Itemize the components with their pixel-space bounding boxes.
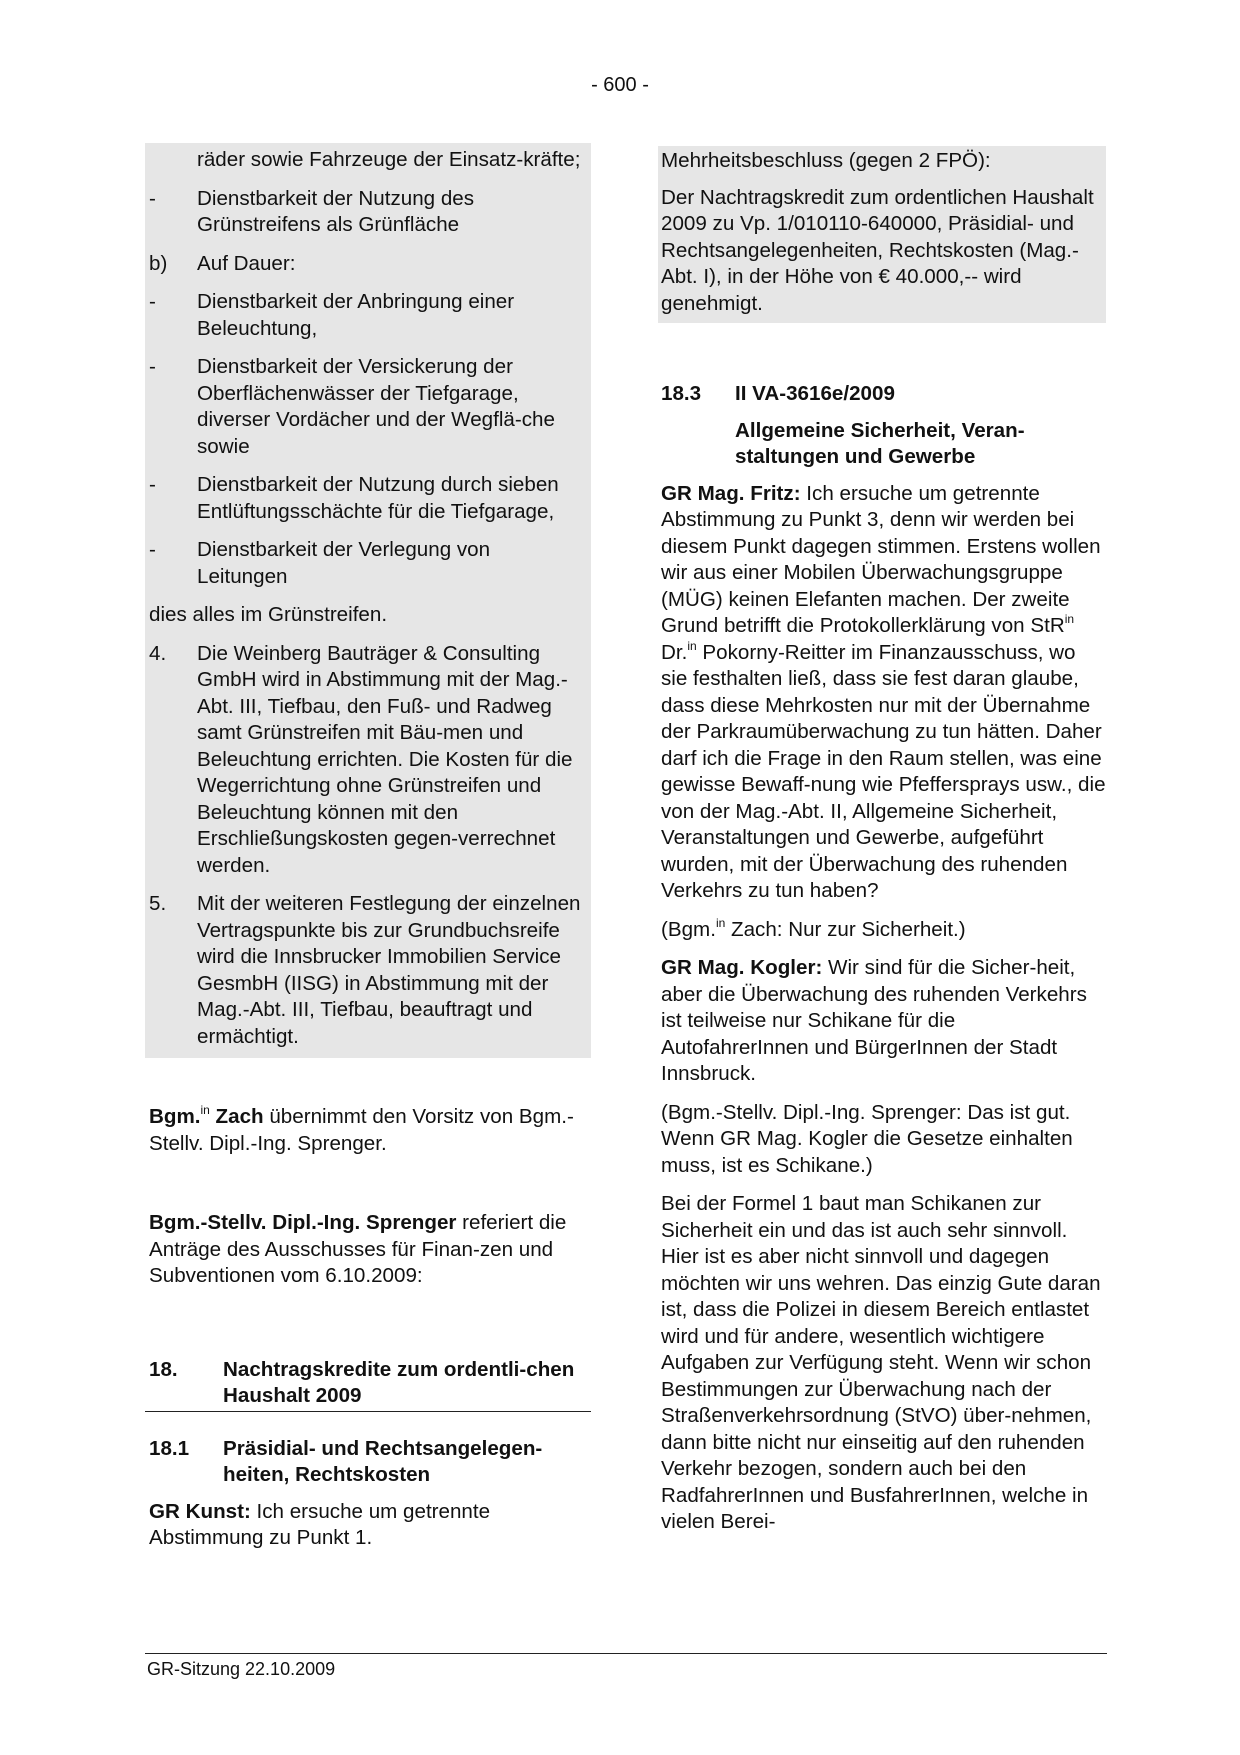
paragraph-text: Zach: Nur zur Sicherheit.) [725,917,966,941]
report-paragraph [145,1210,591,1290]
paragraph-text: Ich ersuche um getrennte Abstimmung zu Punkt 3, denn wir werden bei diesem Punkt dagegen stimmen. Erstens wollen wir aus einer Mobilen Überwachungsgruppe (MÜG) keinen Elefanten machen. Der zweite Grund betrifft die Protokollerklärung von StR [661,481,1101,637]
left-column [145,143,591,1552]
superscript: in [1064,612,1075,626]
list-marker: - [149,538,156,561]
section-subtitle: Allgemeine Sicherheit, Veran-staltungen und Gewerbe [735,418,1025,468]
interjection-paragraph: (Bgm.-Stellv. Dipl.-Ing. Sprenger: Das ist gut. Wenn GR Mag. Kogler die Gesetze einhalten muss, ist es Schikane.) [661,1100,1073,1177]
list-marker: - [149,355,156,378]
right-column [658,146,1106,1536]
list-item [149,537,585,590]
paragraph-text: Ich ersuche um getrennte Abstimmung zu Punkt 1. [149,1499,491,1549]
list-text: Dienstbarkeit der Anbringung einer Beleuchtung, [197,290,515,340]
superscript: in [687,638,697,653]
list-item [149,641,585,880]
paragraph-text: übernimmt den Vorsitz von Bgm.-Stellv. Dipl.-Ing. Sprenger. [149,1105,574,1155]
chair-change-paragraph [145,1104,591,1157]
page-number: - 600 - [591,74,649,96]
list-closing: dies alles im Grünstreifen. [149,603,388,626]
section-number: 18. [149,1357,178,1381]
list-item [149,289,585,342]
list-continuation: räder sowie Fahrzeuge der Einsatz-kräfte; [197,148,581,171]
list-marker: - [149,290,156,313]
list-text: Dienstbarkeit der Verlegung von Leitungen [197,538,491,588]
list-marker: - [149,473,156,496]
speech-paragraph [658,955,1106,1088]
list-marker: - [149,186,156,210]
section-heading-18-3 [658,381,1106,408]
resolution-line: Mehrheitsbeschluss (gegen 2 FPÖ): [661,149,991,172]
speech-paragraph [145,1499,591,1552]
list-text: Mit der weiteren Festlegung der einzelnen Vertragspunkte bis zur Grundbuchsreife wird die Innsbrucker Immobilien Service GesmbH (IISG) in Abstimmung mit der Mag.-Abt. III, Tiefbau, beauftragt und ermächtigt. [197,892,581,1048]
resolution-box [658,146,1106,323]
speaker-name: GR Kunst: [149,1499,251,1523]
section-title: II VA-3616e/2009 [735,382,895,405]
list-marker: 5. [149,892,167,915]
paragraph-text: referiert die Anträge des Ausschusses für Finan-zen und Subventionen vom 6.10.2009: [149,1211,567,1287]
section-heading-18-1 [145,1436,591,1489]
list-text: Dienstbarkeit der Nutzung durch sieben Entlüftungsschächte für die Tiefgarage, [197,473,559,523]
speaker-name: Bgm.-Stellv. Dipl.-Ing. Sprenger [149,1211,457,1234]
list-marker: 4. [149,641,167,665]
section-heading-18 [145,1357,591,1412]
list-marker: b) [149,251,168,275]
speaker-name: GR Mag. Kogler: [661,956,823,979]
interjection-paragraph [658,917,1106,944]
list-text: Dienstbarkeit der Versickerung der Oberflächenwässer der Tiefgarage, diverser Vordächer und der Wegflä-che sowie [197,355,555,458]
section-title: Nachtragskredite zum ordentli-chen Haushalt 2009 [223,1357,575,1407]
paragraph-text: (Bgm. [661,917,716,941]
section-title: Präsidial- und Rechtsangelegen-heiten, Rechtskosten [223,1436,543,1486]
speaker-name: Bgm. [149,1105,201,1128]
paragraph-text: Pokorny-Reitter im Finanzausschuss, wo sie festhalten ließ, dass sie fest daran glaube, dass diese Mehrkosten nur mit der Übernahme der Parkraumüberwachung zu tun hätten. Daher darf ich die Frage in den Raum stellen, was eine gewisse Bewaff-nung wie Pfeffersprays usw., die von der Mag.-Abt. II, Allgemeine Sicherheit, Veranstaltungen und Gewerbe, aufgeführt wurden, mit der Überwachung des ruhenden Verkehrs zu tun haben? [661,640,1106,902]
list-item [149,891,585,1050]
list-item [149,472,585,525]
paragraph-text: Wir sind für die Sicher-heit, aber die Überwachung des ruhenden Verkehrs ist teilweise nur Schikane für die AutofahrerInnen und BürgerInnen der Stadt Innsbruck. [661,956,1087,1085]
section-number: 18.3 [661,382,702,405]
speaker-name: GR Mag. Fritz: [661,481,801,505]
speech-paragraph: Bei der Formel 1 baut man Schikanen zur Sicherheit ein und das ist auch sehr sinnvoll. Hier ist es aber nicht sinnvoll und dagegen möchten wir uns wehren. Das einzig Gute daran ist, dass die Polizei in diesem Bereich entlastet wird und für andere, wesentlich wichtigere Aufgaben zur Verfügung steht. Wenn wir schon Bestimmungen zur Überwachung nach der Straßenverkehrsordnung (StVO) über-nehmen, dann bitte nicht nur einseitig auf den ruhenden Verkehr bezogen, sondern auch bei den RadfahrerInnen und BusfahrerInnen, welche in vielen Berei- [661,1192,1101,1533]
footer-rule [145,1653,1107,1654]
list-item [149,186,585,239]
paragraph-text: Dr. [661,640,688,664]
list-item [149,251,585,278]
list-text: Dienstbarkeit der Nutzung des Grünstreifens als Grünfläche [197,186,475,236]
superscript: in [715,915,726,930]
motion-box [145,143,591,1058]
speech-paragraph [658,481,1106,905]
superscript: in [200,1103,210,1117]
speaker-name: Zach [209,1105,264,1128]
list-item [149,354,585,460]
footer-text: GR-Sitzung 22.10.2009 [147,1659,336,1679]
section-number: 18.1 [149,1436,190,1460]
list-text: Auf Dauer: [197,251,296,275]
list-text: Die Weinberg Bauträger & Consulting GmbH wird in Abstimmung mit der Mag.-Abt. III, Tiefbau, den Fuß- und Radweg samt Grünstreifen mit Bäu-men und Beleuchtung errichten. Die Kosten für die Wegerrichtung ohne Grünstreifen und Beleuchtung können mit den Erschließungskosten gegen-verrechnet werden. [197,641,573,877]
resolution-text: Der Nachtragskredit zum ordentlichen Haushalt 2009 zu Vp. 1/010110-640000, Präsidial- und Rechtsangelegenheiten, Rechtskosten (Mag.-Abt. I), in der Höhe von € 40.000,-- wird genehmigt. [661,185,1094,315]
